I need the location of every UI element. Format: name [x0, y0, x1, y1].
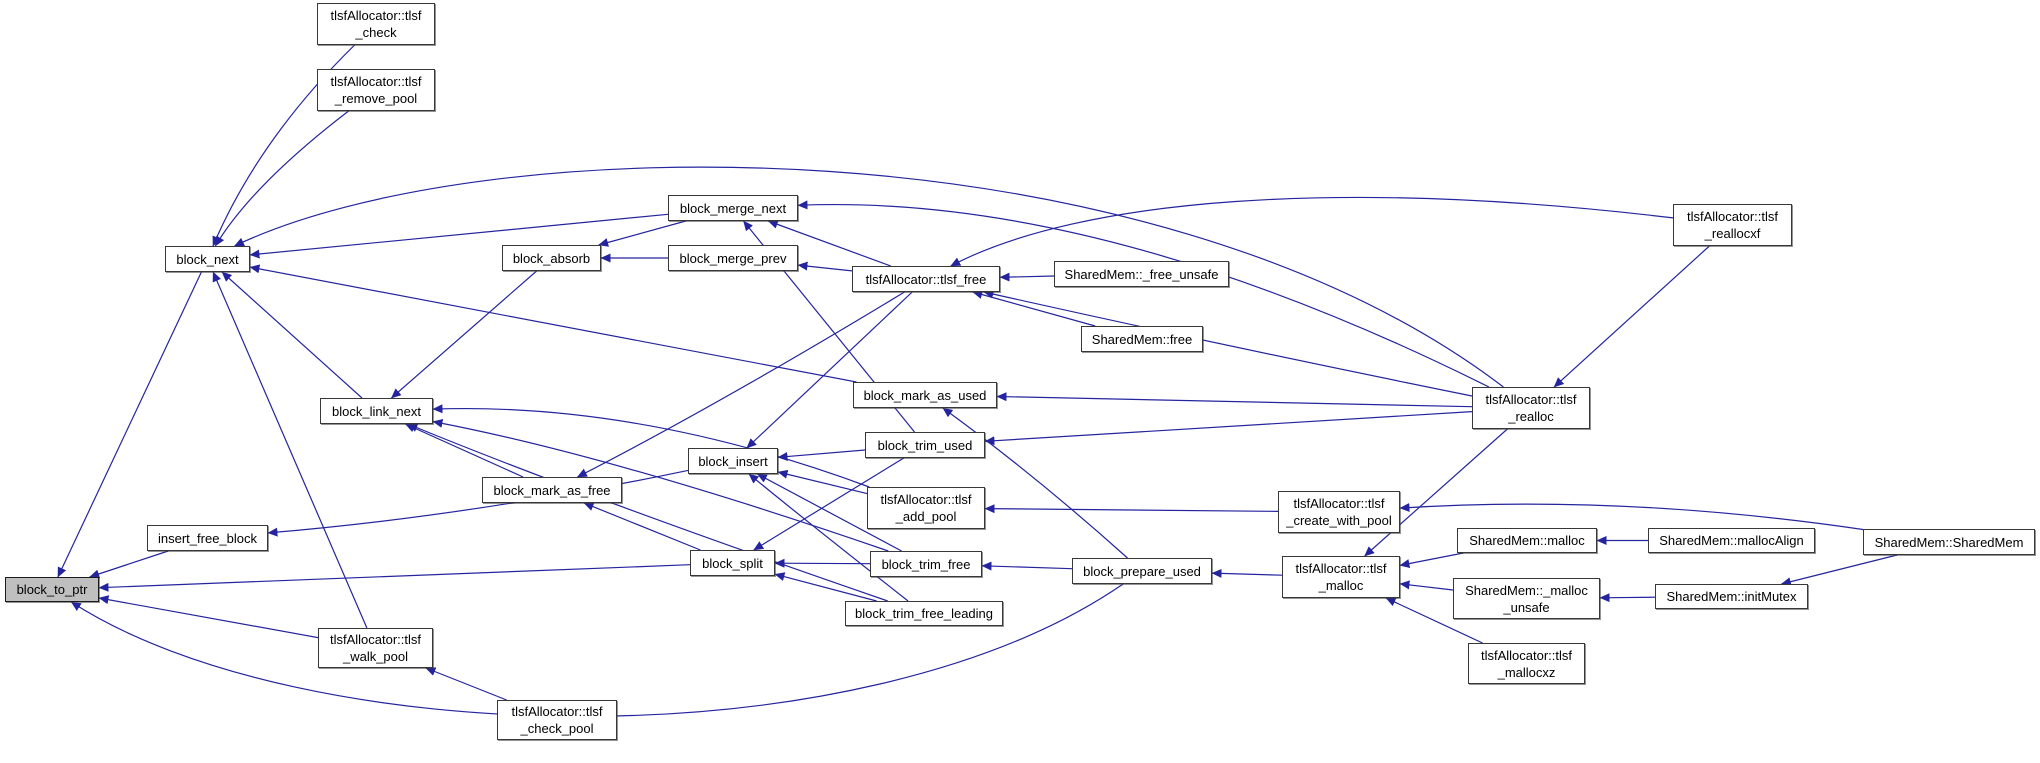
node-label-line: block_mark_as_free [493, 482, 611, 498]
node-label-line: block_next [176, 251, 239, 267]
node-label-line: SharedMem::mallocAlign [1659, 533, 1804, 548]
node-label-line: tlsfAllocator::tlsf [330, 8, 422, 23]
node-label-line: _create_with_pool [1286, 513, 1392, 528]
node-block_split[interactable] [690, 550, 775, 576]
edge-block_split-to-block_to_ptr [99, 565, 690, 588]
node-label-line: tlsfAllocator::tlsf [329, 632, 422, 647]
edge-SharedMem::_free_unsafe-to-tlsf_free [1000, 276, 1054, 277]
node-label-line: SharedMem::initMutex [1666, 589, 1797, 604]
node-label-line: block_to_ptr [16, 582, 88, 597]
edge-tlsf_walk_pool-to-block_next [213, 272, 367, 628]
node-label-line: block_trim_free [881, 556, 971, 572]
node-label-line: tlsfAllocator::tlsf [511, 704, 603, 719]
node-tlsf_create_with_pool[interactable] [1278, 491, 1400, 533]
edge-SharedMem::SharedMem-to-tlsf_create_with_pool [1400, 504, 1863, 529]
node-tlsf_free[interactable] [852, 266, 1000, 292]
node-label-line: _walk_pool [342, 649, 409, 664]
node-tlsf_reallocxf[interactable] [1673, 204, 1792, 246]
node-block_link_next[interactable] [320, 398, 433, 424]
node-block_merge_next[interactable] [668, 195, 798, 221]
edge-SharedMem::malloc-to-tlsf_malloc [1400, 553, 1463, 565]
node-label-line: _check [355, 25, 397, 40]
node-label-line: SharedMem::malloc [1469, 533, 1585, 548]
edge-block_mark_as_free-to-block_link_next [405, 424, 523, 477]
node-insert_free_block[interactable] [147, 525, 268, 551]
node-label-line: SharedMem::_free_unsafe [1064, 266, 1219, 282]
node-label-line: _unsafe [1503, 599, 1550, 615]
node-label-line: block_prepare_used [1083, 563, 1201, 579]
node-label-line: tlsfAllocator::tlsf [330, 74, 422, 89]
node-block_mark_as_used[interactable] [853, 382, 997, 408]
node-label-line: _reallocxf [1704, 226, 1761, 241]
edge-tlsf_malloc-to-block_prepare_used [1212, 573, 1282, 575]
node-label-line: tlsfAllocator::tlsf [1485, 392, 1577, 407]
edge-tlsf_realloc-to-block_merge_next [798, 205, 1489, 387]
node-block_to_ptr [5, 577, 99, 602]
edge-tlsf_walk_pool-to-block_to_ptr [99, 598, 318, 638]
edge-tlsf_create_with_pool-to-tlsf_add_pool [985, 509, 1278, 512]
node-label-line: block_merge_next [679, 200, 787, 216]
node-label-line: _mallocxz [1497, 664, 1556, 680]
node-SharedMem::SharedMem[interactable] [1863, 529, 2035, 555]
edge-tlsf_realloc-to-block_trim_used [985, 412, 1472, 442]
node-SharedMem::mallocAlign[interactable] [1648, 528, 1815, 553]
edge-SharedMem::_malloc_unsafe-to-tlsf_malloc [1400, 584, 1453, 590]
node-SharedMem::_malloc_unsafe[interactable] [1453, 578, 1600, 619]
node-tlsf_check[interactable] [317, 3, 435, 45]
edge-insert_free_block-to-block_to_ptr [90, 551, 169, 577]
node-tlsf_malloc[interactable] [1282, 556, 1400, 598]
edge-SharedMem::SharedMem-to-SharedMem::initMutex [1781, 555, 1897, 584]
node-label-line: block_merge_prev [679, 250, 787, 266]
node-label-line: tlsfAllocator::tlsf [880, 492, 972, 507]
node-SharedMem::free[interactable] [1081, 326, 1203, 352]
edge-block_mark_as_used-to-block_next [250, 267, 856, 382]
node-label-line: _realloc [1508, 409, 1554, 424]
edge-block_insert-to-insert_free_block [268, 470, 688, 533]
node-SharedMem::_free_unsafe[interactable] [1054, 261, 1229, 287]
edge-block_trim_used-to-block_insert [778, 450, 865, 457]
edge-block_absorb-to-block_link_next [391, 271, 536, 398]
node-block_mark_as_free[interactable] [482, 477, 622, 503]
node-block_trim_free_leading[interactable] [845, 601, 1003, 626]
edge-block_prepare_used-to-block_mark_as_used [943, 408, 1128, 558]
node-label-line: block_trim_free_leading [854, 606, 994, 621]
node-tlsf_add_pool[interactable] [867, 487, 985, 529]
node-block_merge_prev[interactable] [668, 245, 798, 271]
node-label-line: SharedMem::SharedMem [1874, 534, 2024, 550]
node-tlsf_realloc[interactable] [1472, 387, 1590, 429]
node-label-line: _malloc [1318, 578, 1364, 593]
node-label-line: block_link_next [332, 403, 421, 419]
node-label-line: tlsfAllocator::tlsf [1686, 209, 1779, 224]
node-label-line: block_mark_as_used [863, 387, 987, 403]
node-tlsf_mallocxz[interactable] [1468, 643, 1585, 684]
edge-SharedMem::free-to-tlsf_free [973, 292, 1095, 326]
edge-tlsf_free-to-block_merge_prev [798, 265, 852, 271]
node-tlsf_check_pool[interactable] [497, 700, 617, 740]
edge-block_merge_next-to-block_absorb [599, 221, 686, 245]
edge-tlsf_reallocxf-to-tlsf_realloc [1554, 246, 1709, 387]
node-block_absorb[interactable] [502, 245, 601, 271]
edge-block_trim_free-to-block_split [775, 563, 870, 564]
edge-tlsf_reallocxf-to-tlsf_free [951, 198, 1673, 266]
node-label-line: block_insert [698, 453, 768, 469]
node-label-line: tlsfAllocator::tlsf [1295, 561, 1387, 576]
edge-SharedMem::initMutex-to-SharedMem::_malloc_unsafe [1600, 597, 1655, 598]
node-label-line: tlsfAllocator::tlsf_free [865, 271, 987, 287]
node-label-line: _add_pool [895, 509, 957, 524]
edge-tlsf_realloc-to-block_mark_as_used [997, 397, 1472, 407]
node-SharedMem::initMutex[interactable] [1655, 584, 1808, 609]
node-tlsf_walk_pool[interactable] [318, 628, 433, 668]
node-label-line: tlsfAllocator::tlsf [1480, 647, 1573, 663]
node-block_trim_used[interactable] [865, 432, 985, 458]
node-label-line: tlsfAllocator::tlsf [1293, 496, 1385, 511]
node-label-line: _remove_pool [334, 91, 418, 106]
edge-block_link_next-to-block_next [222, 272, 362, 398]
edge-tlsf_add_pool-to-block_insert [778, 472, 867, 494]
node-label-line: block_absorb [512, 250, 591, 266]
node-SharedMem::malloc[interactable] [1457, 528, 1597, 553]
edge-block_merge_next-to-block_next [250, 214, 668, 255]
edge-tlsf_check_pool-to-tlsf_walk_pool [426, 668, 507, 700]
edge-block_split-to-block_mark_as_free [584, 503, 700, 550]
edge-block_prepare_used-to-block_trim_free [982, 566, 1072, 569]
node-block_trim_free[interactable] [870, 551, 982, 577]
node-label-line: SharedMem::_malloc [1465, 582, 1588, 598]
node-label-line: insert_free_block [158, 530, 257, 546]
node-label-line: block_trim_used [877, 437, 973, 453]
edge-block_trim_free_leading-to-block_split [775, 574, 877, 601]
node-block_prepare_used[interactable] [1072, 558, 1212, 584]
node-block_next[interactable] [165, 246, 250, 272]
node-label-line: _check_pool [520, 721, 594, 736]
node-label-line: SharedMem::free [1091, 331, 1193, 347]
node-block_insert[interactable] [688, 448, 778, 474]
node-label-line: block_split [702, 555, 763, 571]
node-tlsf_remove_pool[interactable] [317, 69, 435, 111]
